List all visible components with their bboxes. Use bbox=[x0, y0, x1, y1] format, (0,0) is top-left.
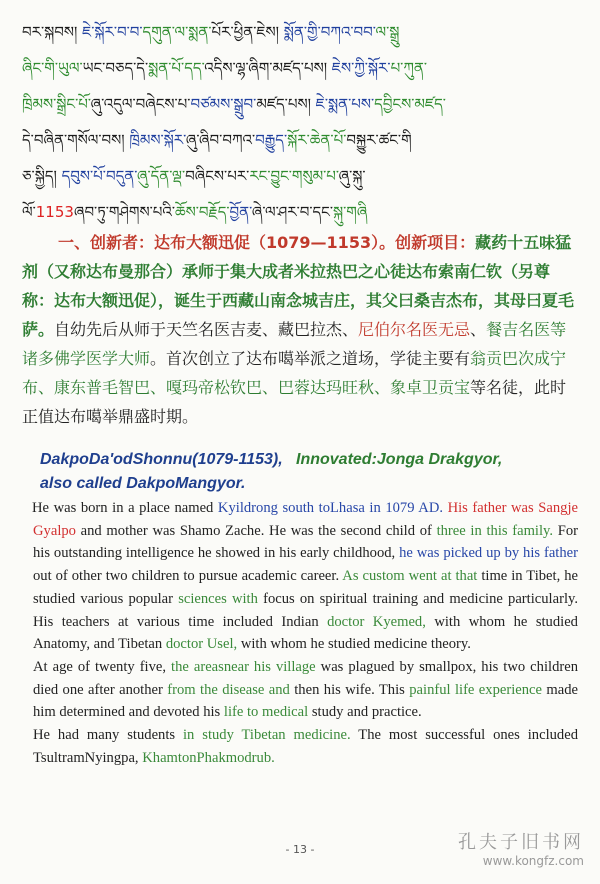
english-segment: The most successful ones included TsultramNyingpa, bbox=[33, 727, 579, 766]
tibetan-segment: ཆོས་བརྗོད་ bbox=[174, 203, 230, 221]
english-segment: Kyildrong south toLhasa in 1079 AD. bbox=[217, 500, 444, 516]
english-segment: doctor Kyemed, bbox=[327, 613, 426, 630]
english-segment: As custom went at that bbox=[342, 568, 478, 585]
english-segment: with whom he studied medicine theory. bbox=[237, 636, 471, 653]
tibetan-segment: མཛད་པས། bbox=[256, 95, 316, 113]
english-segment: For his outstanding intelligence he showed in his early childhood, bbox=[33, 522, 579, 562]
english-segment: He had many students bbox=[33, 727, 183, 744]
tibetan-line bbox=[22, 158, 578, 194]
tibetan-segment: ཇེས་ཀྱི་སྐོར་ bbox=[331, 59, 391, 77]
chinese-text-block bbox=[22, 228, 578, 431]
tibetan-segment: ཞུ་ཞིབ་བཀའ་ bbox=[185, 131, 256, 149]
tibetan-segment: ཞུ་དོན་ལྡ་ bbox=[136, 167, 186, 185]
english-segment: KhamtonPhakmodrub. bbox=[142, 749, 275, 766]
english-heading bbox=[40, 448, 578, 496]
tibetan-segment: པ་ཀུན་ bbox=[390, 59, 428, 77]
english-segment: in study Tibetan medicine. bbox=[183, 727, 351, 744]
tibetan-line bbox=[22, 194, 578, 230]
english-segment: His father was Sangje Gyalpo bbox=[33, 500, 578, 539]
chinese-green-span-1: 餐吉名医等诸多佛学医学大师 bbox=[22, 320, 567, 368]
english-segment: sciences with bbox=[178, 590, 258, 607]
english-segment: He was born in a place named bbox=[32, 500, 218, 516]
tibetan-segment: ལ་སྒྲུ bbox=[375, 23, 400, 41]
chinese-bold-green-text: 藏药十五味猛剂（又称达布曼那合）承师于集大成者米拉热巴之心徒达布索南仁钦（另尊称：达布大额迅促），诞生于西藏山南念城吉庄，其父曰桑吉杰布，其母曰夏毛萨。 bbox=[22, 233, 575, 339]
english-segment: then his wife. This bbox=[289, 681, 410, 698]
english-segment: time in Tibet, he studied various popular bbox=[33, 568, 578, 607]
tibetan-segment: བཙམས་སྒྲུབ་ bbox=[190, 95, 257, 113]
tibetan-line bbox=[22, 122, 578, 158]
tibetan-segment: ཡང་བཅད་དེ་ bbox=[82, 59, 149, 77]
english-segment: focus on spiritual training and medicine particularly. His teachers at various time included Indian bbox=[33, 590, 578, 630]
tibetan-segment: རང་བྱུང་གསུམ་པ་ bbox=[249, 167, 339, 185]
tibetan-segment: སྐུ་གཞི bbox=[332, 203, 368, 221]
english-segment: life to medical bbox=[223, 704, 309, 721]
tibetan-segment: དབུས་པོ་བདུན་ bbox=[61, 167, 137, 185]
english-body bbox=[33, 497, 578, 769]
english-segment: painful life experience bbox=[409, 681, 542, 698]
tibetan-segment: དེ་བཞིན་གསོལ་བས། bbox=[22, 131, 130, 149]
tibetan-segment: འདིས་ལྷ་ཞིག་མཛད་པས། bbox=[204, 59, 332, 77]
tibetan-segment: བཞིངས་པར་ bbox=[185, 167, 250, 185]
chinese-green-span-2: 翁贡巴次成宁布、康东普毛智巴、嘎玛帝松钦巴、巴蓉达玛旺秋、象卓卫贡宝 bbox=[22, 349, 567, 397]
watermark-line-2: www.kongfz.com bbox=[482, 854, 584, 868]
chinese-sentence-2: 、 bbox=[470, 320, 487, 339]
tibetan-line bbox=[22, 14, 578, 50]
tibetan-segment: བྱོན་ bbox=[229, 203, 252, 221]
tibetan-segment: ཞུ་འདུལ་བཞེངས་པ་ bbox=[90, 95, 191, 113]
tibetan-segment: ཁྲིམས་སྐོར་ bbox=[129, 131, 186, 149]
english-segment: study and practice. bbox=[308, 704, 422, 721]
english-paragraph bbox=[33, 497, 578, 656]
tibetan-segment: སྨན་པོ་དད་ bbox=[148, 59, 205, 77]
tibetan-segment: བར་སྐབས། bbox=[22, 23, 83, 41]
english-paragraph bbox=[33, 724, 578, 769]
english-segment: made him determined and devoted his bbox=[33, 681, 578, 721]
english-segment: doctor Usel, bbox=[165, 636, 238, 653]
watermark-line-1: 孔夫子旧书网 bbox=[458, 832, 584, 853]
tibetan-segment: ཞུ་སྐུ་ bbox=[338, 167, 366, 185]
english-paragraph bbox=[33, 656, 578, 724]
chinese-heading-name: 达布大额迅促（1079—1153） bbox=[154, 233, 380, 252]
tibetan-segment: ཞིང་གི་ཡུལ་ bbox=[22, 59, 83, 77]
chinese-sentence-4: 等名徒，此时正值达布噶举鼎盛时期。 bbox=[22, 378, 567, 426]
chinese-heading-separator: 。 bbox=[379, 233, 396, 252]
english-heading-innovated: Innovated:Jonga Drakgyor, bbox=[296, 451, 503, 468]
english-segment: and mother was Shamo Zache. He was the second child of bbox=[75, 522, 437, 539]
tibetan-segment: པོར་ཕྱིན་ཇེས། bbox=[211, 23, 284, 41]
english-segment: the areasnear his village bbox=[171, 658, 316, 675]
tibetan-segment: 1153 bbox=[35, 203, 74, 221]
english-heading-name: DakpoDa'odShonnu(1079-1153), bbox=[40, 451, 283, 468]
tibetan-segment: ཇེ་སྐོར་བ་བ་ bbox=[82, 23, 143, 41]
tibetan-segment: དབྱིངས་མཛད་ bbox=[374, 95, 446, 113]
english-segment: At age of twenty five, bbox=[33, 658, 172, 675]
chinese-heading-prefix: 一、创新者： bbox=[58, 233, 155, 252]
english-heading-also: also called DakpoMangyor. bbox=[40, 475, 246, 492]
tibetan-segment: ཅ་སྐྱིད། bbox=[22, 167, 62, 185]
tibetan-segment: དགུན་ལ་སྨན་ bbox=[142, 23, 212, 41]
tibetan-segment: སྨོན་གྱི་བཀའ་བབ་ bbox=[283, 23, 376, 41]
tibetan-line bbox=[22, 50, 578, 86]
tibetan-segment: བསྐྱུར་ཚང་གི bbox=[346, 131, 412, 149]
english-segment: three in this family. bbox=[436, 522, 554, 539]
english-segment: he was picked up by his father bbox=[399, 545, 578, 562]
page-number: - 13 - bbox=[285, 843, 315, 856]
tibetan-segment: ཞབ་ཏུ་གཤེགས་པའི་ bbox=[73, 203, 175, 221]
tibetan-segment: སྐོར་ཆེན་པོ་ bbox=[287, 131, 347, 149]
tibetan-segment: བརྒྱུད་ bbox=[255, 131, 288, 149]
chinese-sentence-3: 。首次创立了达布噶举派之道场，学徒主要有 bbox=[150, 349, 471, 368]
english-segment: from the disease and bbox=[167, 681, 290, 698]
watermark bbox=[458, 828, 584, 868]
chinese-red-span: 尼伯尔名医无忌 bbox=[358, 320, 471, 339]
english-segment: was plagued by smallpox, his two children died one after another bbox=[33, 658, 578, 698]
tibetan-segment: ཞེ་ལ་ཤར་བ་དང་ bbox=[251, 203, 333, 221]
tibetan-line bbox=[22, 86, 578, 122]
tibetan-segment: ཁྲིམས་སྒྲིང་པོ་ bbox=[22, 95, 91, 113]
tibetan-segment: ཇེ་སྨན་པས་ bbox=[315, 95, 375, 113]
chinese-heading-project-label: 创新项目： bbox=[395, 233, 476, 252]
english-segment: out of other two children to pursue academic career. bbox=[33, 568, 343, 585]
tibetan-segment: ལོ་ bbox=[22, 203, 36, 221]
english-segment: with whom he studied Anatomy, and Tibetan bbox=[33, 613, 578, 653]
chinese-sentence-1: 自幼先后从师于天竺名医吉麦、藏巴拉杰、 bbox=[54, 320, 359, 339]
